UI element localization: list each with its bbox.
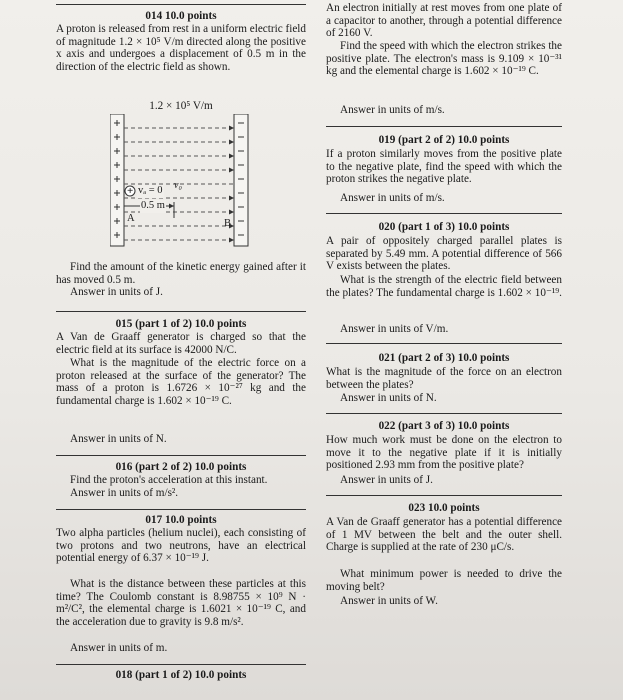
divider [326,126,562,127]
divider [326,343,562,344]
negative-plate [234,114,248,246]
question-text-016: Find the proton's acceleration at this instant. [70,474,268,486]
answer-units-019: Answer in units of m/s. [340,192,445,204]
question-header-022: 022 (part 3 of 3) 10.0 points [378,420,510,432]
answer-units-016: Answer in units of m/s². [70,487,179,499]
question-header-014: 014 10.0 points [145,10,217,22]
figure-plus-label: + [127,185,134,197]
answer-units-015: Answer in units of N. [70,433,167,445]
parallel-plates-figure [110,114,258,252]
question-prompt-017: What is the distance between these particles at this time? The Coulomb constant is 8.98755 × 10⁹ N · m²/C², the elemental charge is 1.6021 × 10⁻¹⁹ C, and the acceleration due to gravity is 9.8 m/s². [56,578,306,628]
figure-point-b: B [224,218,232,229]
question-text-018: An electron initially at rest moves from one plate of a capacitor to another, through a potential difference of 2160 V. [326,2,562,40]
question-prompt-020: What is the strength of the electric field between the plates? The fundamental charge is 1.602 × 10⁻¹⁹. [326,274,562,299]
question-header-021: 021 (part 2 of 3) 10.0 points [378,352,510,364]
figure-va-label: vₐ = 0 [138,185,163,196]
divider [326,495,562,496]
answer-units-022: Answer in units of J. [340,474,433,486]
answer-units-020: Answer in units of V/m. [340,323,449,335]
question-text-023: A Van de Graaff generator has a potential difference of 1 MV between the belt and the outer shell. Charge is supplied at the rate of 230 μC/s. [326,516,562,554]
question-header-018: 018 (part 1 of 2) 10.0 points [115,669,247,681]
divider [326,213,562,214]
question-header-023: 023 10.0 points [408,502,480,514]
question-header-019: 019 (part 2 of 2) 10.0 points [378,134,510,146]
answer-units-014: Answer in units of J. [70,286,163,298]
answer-units-017: Answer in units of m. [70,642,168,654]
arrow-icon [169,204,174,209]
question-text-017: Two alpha particles (helium nuclei), each consisting of two protons and two neutrons, have an electrical potential energy of 6.37 × 10⁻¹⁹ J. [56,527,306,565]
question-prompt-023: What minimum power is needed to drive the moving belt? [326,568,562,593]
divider [56,311,306,312]
question-text-022: How much work must be done on the electron to move it to the negative plate if it is initially positioned 2.93 mm from the positive plate? [326,434,562,472]
divider [56,4,306,5]
figure-v0-label: v₀ [174,180,182,191]
divider [326,413,562,414]
answer-units-018: Answer in units of m/s. [340,104,445,116]
answer-units-021: Answer in units of N. [340,392,437,404]
question-prompt-014: Find the amount of the kinetic energy gained after it has moved 0.5 m. [56,261,306,286]
question-text-021: What is the magnitude of the force on an electron between the plates? [326,366,562,391]
question-text-020: A pair of oppositely charged parallel plates is separated by 5.49 mm. A potential difference of 566 V exists between the plates. [326,235,562,273]
question-header-016: 016 (part 2 of 2) 10.0 points [115,461,247,473]
question-prompt-015: What is the magnitude of the electric force on a proton released at the surface of the generator? The mass of a proton is 1.6726 × 10⁻²⁷ kg and the fundamental charge is 1.602 × 10⁻¹⁹ C. [56,357,306,407]
question-text-015: A Van de Graaff generator is charged so that the electric field at its surface is 42000 N/C. [56,331,306,356]
answer-units-023: Answer in units of W. [340,595,438,607]
divider [56,509,306,510]
question-text-014: A proton is released from rest in a uniform electric field of magnitude 1.2 × 10⁵ V/m directed along the positive x axis and undergoes a displacement of 0.5 m in the direction of the electric field as shown. [56,23,306,73]
divider [56,664,306,665]
divider [56,455,306,456]
figure-field-label: 1.2 × 10⁵ V/m [149,100,213,112]
question-header-020: 020 (part 1 of 3) 10.0 points [378,221,510,233]
figure-distance-label: 0.5 m [141,200,165,211]
question-text-019: If a proton similarly moves from the positive plate to the negative plate, find the speed with which the proton strikes the negative plate. [326,148,562,186]
question-header-015: 015 (part 1 of 2) 10.0 points [115,318,247,330]
question-prompt-018: Find the speed with which the electron strikes the positive plate. The electron's mass is 9.109 × 10⁻³¹ kg and the elemental charge is 1.602 × 10⁻¹⁹ C. [326,40,562,78]
figure-point-a: A [127,213,135,224]
question-header-017: 017 10.0 points [145,514,217,526]
